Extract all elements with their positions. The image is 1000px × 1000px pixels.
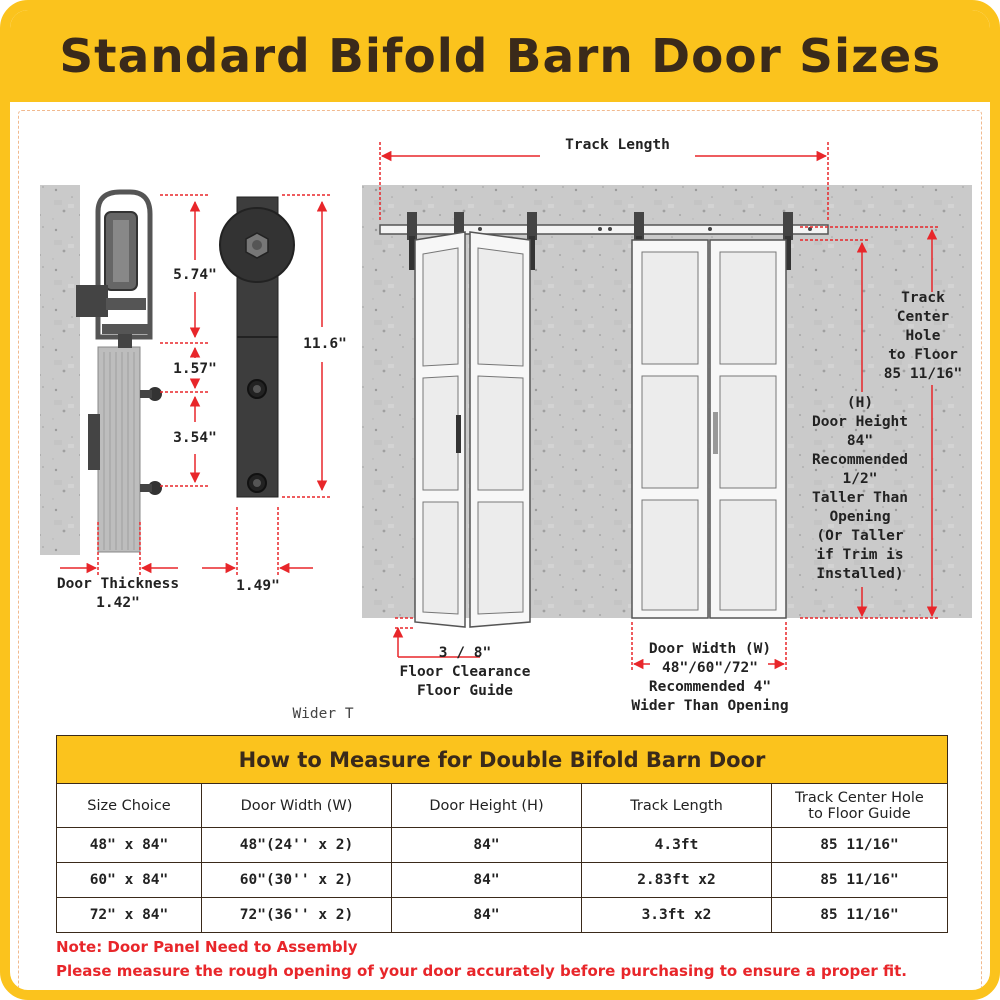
track-center-line-4: to Floor (888, 347, 958, 363)
cell-width: 48"(24'' x 2) (202, 828, 392, 863)
door-height-line-6: Taller Than (811, 490, 909, 506)
note-measure: Please measure the rough opening of your door accurately before purchasing to ensure a proper fit. (56, 962, 908, 980)
header-door-height: Door Height (H) (392, 784, 582, 828)
cell-width: 60"(30'' x 2) (202, 863, 392, 898)
page-title: Standard Bifold Barn Door Sizes (59, 29, 941, 83)
door-width-line-3: Recommended 4" (648, 679, 772, 695)
door-width-line-4: Wider Than Opening (631, 698, 789, 714)
table-caption: How to Measure for Double Bifold Barn Door (57, 736, 948, 784)
door-width-line-1: Door Width (W) (648, 641, 772, 657)
cell-size: 60" x 84" (57, 863, 202, 898)
track-center-line-3: Hole (905, 328, 941, 344)
door-height-line-2: Door Height (811, 414, 909, 430)
cell-center: 85 11/16" (772, 863, 948, 898)
dim-label-354: 3.54" (173, 430, 217, 446)
door-height-line-1: (H) (846, 395, 874, 411)
cell-track: 2.83ft x2 (582, 863, 772, 898)
wall-strip-left (40, 185, 80, 555)
cell-track: 4.3ft (582, 828, 772, 863)
header-track-length: Track Length (582, 784, 772, 828)
roller-side-view (76, 192, 162, 552)
door-height-line-3: 84" (846, 433, 874, 449)
door-height-line-9: if Trim is (816, 547, 904, 563)
table-row (57, 863, 948, 898)
bifold-door-left (415, 232, 530, 627)
cell-size: 72" x 84" (57, 898, 202, 933)
size-table (56, 735, 948, 933)
wider-fragment-label: Wider T (292, 706, 354, 722)
table-caption-row (57, 736, 948, 784)
note-assembly: Note: Door Panel Need to Assembly (56, 938, 358, 956)
cell-height: 84" (392, 898, 582, 933)
door-height-line-10: Installed) (816, 566, 904, 582)
header-size-choice: Size Choice (57, 784, 202, 828)
door-thickness-value: 1.42" (96, 595, 140, 611)
table-row (57, 898, 948, 933)
dim-label-116: 11.6" (303, 336, 347, 352)
door-height-line-7: Opening (829, 509, 891, 525)
dim-label-157: 1.57" (173, 361, 217, 377)
track-length-label: Track Length (565, 137, 670, 153)
track-center-line-2: Center (896, 309, 950, 325)
cell-center: 85 11/16" (772, 898, 948, 933)
door-width-line-2: 48"/60"/72" (661, 660, 759, 676)
installation-diagram (10, 102, 990, 732)
floor-clearance-line-3: Floor Guide (416, 683, 514, 699)
door-height-line-4: Recommended (811, 452, 909, 468)
cell-center: 85 11/16" (772, 828, 948, 863)
floor-clearance-line-1: 3 / 8" (438, 645, 492, 661)
cell-height: 84" (392, 863, 582, 898)
cell-size: 48" x 84" (57, 828, 202, 863)
cell-width: 72"(36'' x 2) (202, 898, 392, 933)
roller-front-view (220, 197, 294, 497)
track-center-line-1: Track (901, 290, 945, 306)
floor-clearance-line-2: Floor Clearance (399, 664, 531, 680)
track-center-line-5: 85 11/16" (883, 366, 963, 382)
cell-height: 84" (392, 828, 582, 863)
table-header-row (57, 784, 948, 828)
cell-track: 3.3ft x2 (582, 898, 772, 933)
table-row (57, 828, 948, 863)
door-thickness-label: Door Thickness (56, 576, 180, 592)
dim-label-574: 5.74" (173, 267, 217, 283)
header-door-width: Door Width (W) (202, 784, 392, 828)
door-height-line-5: 1/2" (842, 471, 878, 487)
title-banner (10, 10, 990, 102)
door-height-line-8: (Or Taller (816, 528, 904, 544)
dim-label-149: 1.49" (236, 578, 280, 594)
header-track-center: Track Center Hole to Floor Guide (772, 784, 948, 828)
